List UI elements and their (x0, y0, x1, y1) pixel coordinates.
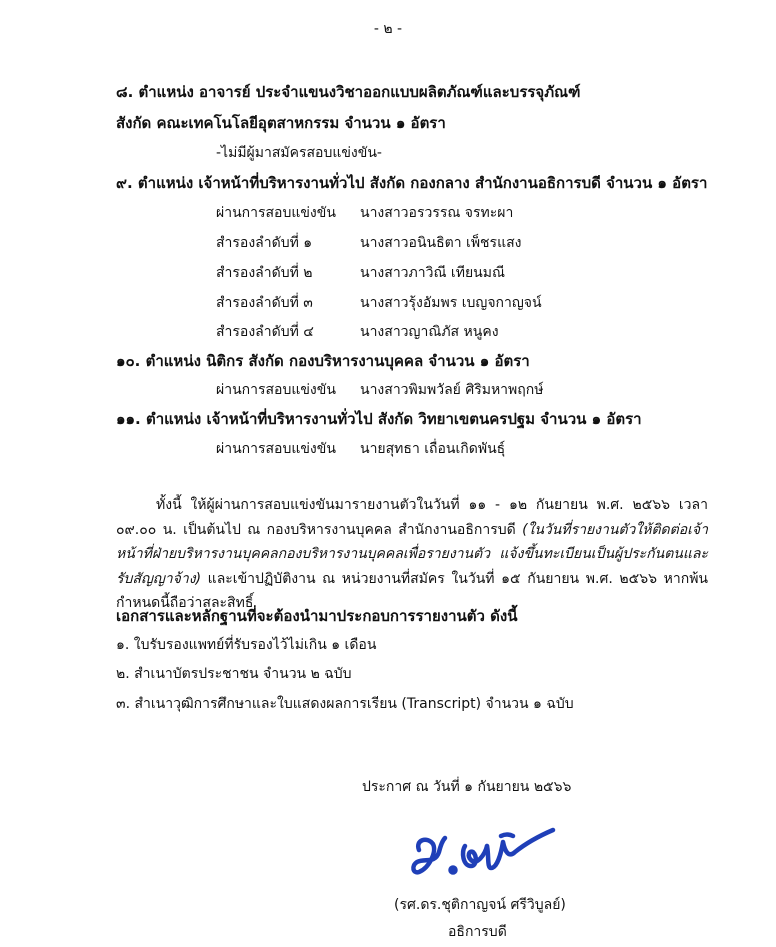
result-label: สำรองลำดับที่ ๒ (216, 265, 313, 281)
candidate-name: นางสาวภาวิณี เทียนมณี (360, 265, 505, 281)
result-label: ผ่านการสอบแข่งขัน (216, 382, 336, 398)
candidate-name: นางสาวรุ้งอัมพร เบญจกาญจน์ (360, 295, 542, 311)
reporting-paragraph (116, 493, 708, 616)
page-number: - ๒ - (373, 21, 403, 37)
section-8-title: ๘. ตำแหน่ง อาจารย์ ประจำแขนงวิชาออกแบบผลิตภัณฑ์และบรรจุภัณฑ์ (116, 83, 581, 101)
candidate-name: นางสาวญาณิภัส หนูคง (360, 324, 499, 340)
result-label: ผ่านการสอบแข่งขัน (216, 205, 336, 221)
section-10-title: ๑๐. ตำแหน่ง นิติกร สังกัด กองบริหารงานบุคคล จำนวน ๑ อัตรา (116, 352, 530, 370)
signatory-name: (รศ.ดร.ชุติกาญจน์ ศรีวิบูลย์) (394, 897, 566, 913)
signatory-position: อธิการบดี (448, 924, 507, 940)
documents-heading: เอกสารและหลักฐานที่จะต้องนำมาประกอบการรายงานตัว ดังนี้ (116, 607, 518, 625)
section-11-title: ๑๑. ตำแหน่ง เจ้าหน้าที่บริหารงานทั่วไป สังกัด วิทยาเขตนครปฐม จำนวน ๑ อัตรา (116, 410, 642, 428)
candidate-name: นางสาวอรวรรณ จรทะผา (360, 205, 514, 221)
result-label: ผ่านการสอบแข่งขัน (216, 441, 336, 457)
document-item: ๑. ใบรับรองแพทย์ที่รับรองไว้ไม่เกิน ๑ เดือน (116, 637, 377, 653)
section-9-title: ๙. ตำแหน่ง เจ้าหน้าที่บริหารงานทั่วไป สังกัด กองกลาง สำนักงานอธิการบดี จำนวน ๑ อัตรา (116, 174, 708, 192)
section-8-affiliation: สังกัด คณะเทคโนโลยีอุตสาหกรรม จำนวน ๑ อัตรา (116, 114, 446, 132)
document-item: ๒. สำเนาบัตรประชาชน จำนวน ๒ ฉบับ (116, 666, 352, 682)
candidate-name: นางสาวพิมพวัลย์ ศิริมหาพฤกษ์ (360, 382, 544, 398)
result-label: สำรองลำดับที่ ๓ (216, 295, 313, 311)
candidate-name: นายสุทธา เถื่อนเกิดพันธุ์ (360, 441, 506, 457)
candidate-name: นางสาวอนินธิตา เพ็ชรแสง (360, 235, 522, 251)
announcement-date: ประกาศ ณ วันที่ ๑ กันยายน ๒๕๖๖ (362, 779, 572, 795)
document-item: ๓. สำเนาวุฒิการศึกษาและใบแสดงผลการเรียน (Transcript) จำนวน ๑ ฉบับ (116, 696, 574, 712)
result-label: สำรองลำดับที่ ๔ (216, 324, 314, 340)
result-label: สำรองลำดับที่ ๑ (216, 235, 313, 251)
paragraph-text-end: และเข้าปฏิบัติงาน ณ หน่วยงานที่สมัคร ในวันที่ ๑๕ กันยายน พ.ศ. ๒๕๖๖ หากพ้นกำหนดนี้ถือว่าสละสิทธิ์ (116, 570, 708, 612)
paragraph-italic-note: (ในวันที่รายงานตัวให้ติดต่อเจ้าหน้าที่ฝ่ายบริหารงานบุคคลกองบริหารงานบุคคลเพื่อรายงานตัว แจ้งขึ้นทะเบียนเป็นผู้ประกันตนและรับสัญญาจ้าง) (116, 521, 708, 587)
paragraph-text: ทั้งนี้ ให้ผู้ผ่านการสอบแข่งขันมารายงานตัวในวันที่ ๑๑ - ๑๒ กันยายน พ.ศ. ๒๕๖๖ เวลา ๐๙.๐๐ น. เป็นต้นไป ณ กองบริหารงานบุคคล สำนักงานอธิการบดี (116, 497, 708, 538)
signature-image (405, 822, 565, 882)
section-8-note: -ไม่มีผู้มาสมัครสอบแข่งขัน- (216, 145, 382, 161)
